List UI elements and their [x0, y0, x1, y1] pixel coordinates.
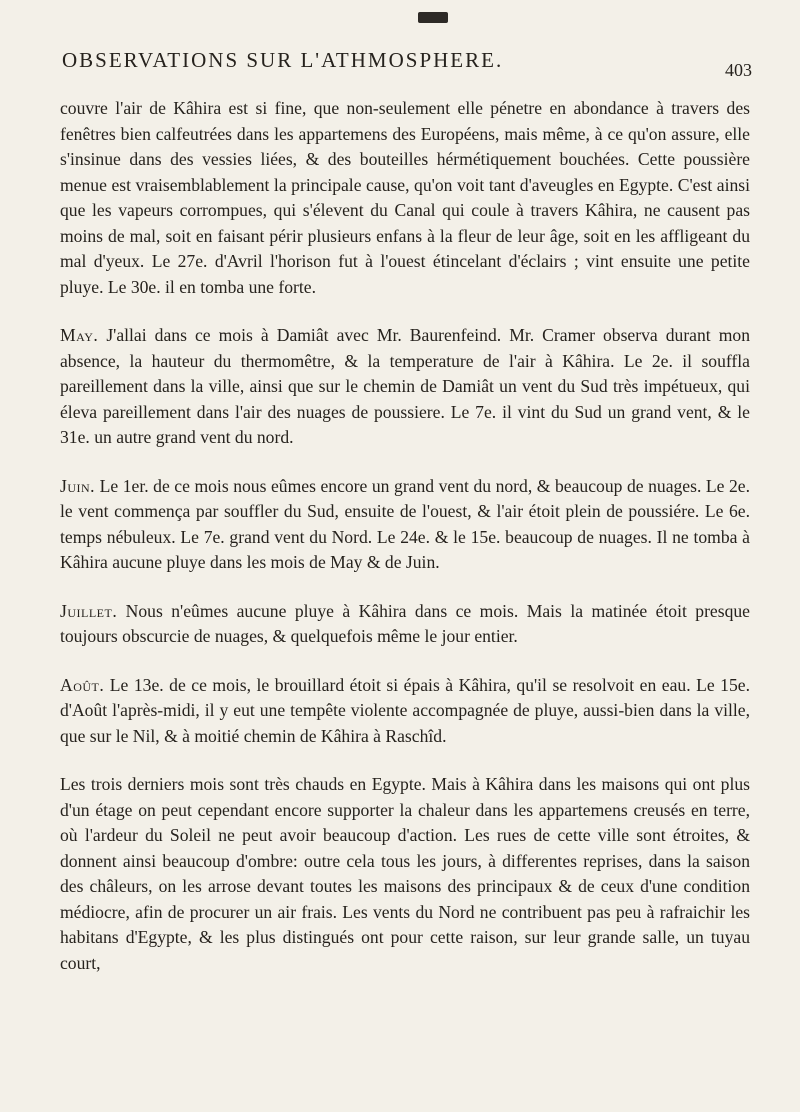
- month-heading-juillet: Juillet.: [60, 600, 118, 621]
- paragraph-may-text: J'allai dans ce mois à Damiât avec Mr. Baurenfeind. Mr. Cramer observa durant mon absence, la hauteur du thermomêtre, & la temperature de l'air à Kâhira. Le 2e. il souffla pareillement dans la ville, ainsi que sur le chemin de Damiât un vent du Sud très impétueux, qui éleva pareillement dans l'air des nuages de poussiere. Le 7e. il vint du Sud un grand vent, & le 31e. un autre grand vent du nord.: [60, 325, 750, 447]
- paragraph-1: [60, 96, 750, 300]
- month-heading-may: May.: [60, 325, 99, 345]
- body-text: [60, 96, 750, 999]
- page-number: 403: [725, 60, 752, 80]
- page-header: [62, 48, 752, 82]
- paragraph-may: [60, 323, 750, 451]
- running-title: OBSERVATIONS SUR L'ATHMOSPHERE.: [62, 48, 504, 72]
- paragraph-last-text: Les trois derniers mois sont très chauds en Egypte. Mais à Kâhira dans les maisons qui ont plus d'un étage on peut cependant encore supporter la chaleur dans les appartemens creusés en terre, où l'ardeur du Soleil ne peut avoir beaucoup d'action. Les rues de cette ville sont étroites, & donnent ainsi beaucoup d'ombre: outre cela tous les jours, à differentes reprises, dans la saison des châleurs, on les arrose devant toutes les maisons des principaux & de ceux d'une condition médiocre, afin de procurer un air frais. Les vents du Nord ne contribuent pas peu à rafraichir les habitans d'Egypte, & les plus distingués ont pour cette raison, sur leur grande salle, un tuyau court,: [60, 774, 750, 973]
- paragraph-juillet-text: Nous n'eûmes aucune pluye à Kâhira dans ce mois. Mais la matinée étoit presque toujours obscurcie de nuages, & quelquefois même le jour entier.: [60, 600, 750, 646]
- paragraph-juin: [60, 474, 750, 576]
- month-heading-aout: Août.: [60, 674, 105, 695]
- paragraph-1-text: couvre l'air de Kâhira est si fine, que non-seulement elle pénetre en abondance à travers des fenêtres bien calfeutrées dans les appartemens des Européens, mais même, à ce qu'on assure, elle s'insinue dans des vessies liées, & des bouteilles hérmétiquement bouchées. Cette poussière menue est vraisemblablement la principale cause, qu'on voit tant d'aveugles en Egypte. C'est ainsi que les vapeurs corrompues, qui s'élevent du Canal qui coule à travers Kâhira, ne causent pas moins de mal, soit en faisant périr plusieurs enfans à la fleur de leur âge, soit en les affligeant du mal d'yeux. Le 27e. d'Avril l'horison fut à l'ouest étincelant d'éclairs ; vint ensuite une petite pluye. Le 30e. il en tomba une forte.: [60, 98, 750, 297]
- month-heading-juin: Juin.: [60, 475, 96, 496]
- paragraph-aout-text: Le 13e. de ce mois, le brouillard étoit si épais à Kâhira, qu'il se resolvoit en eau. Le 15e. d'Août l'après-midi, il y eut une tempête violente accompagnée de pluye, aussi-bien dans la ville, que sur le Nil, & à moitié chemin de Kâhira à Raschîd.: [60, 674, 750, 746]
- paragraph-aout: [60, 673, 750, 750]
- library-stamp: [418, 12, 448, 23]
- paragraph-juillet: [60, 599, 750, 650]
- paragraph-juin-text: Le 1er. de ce mois nous eûmes encore un grand vent du nord, & beaucoup de nuages. Le 2e. le vent commença par souffler du Sud, ensuite de l'ouest, & l'air étoit plein de poussiére. Le 6e. temps nébuleux. Le 7e. grand vent du Nord. Le 24e. & le 15e. beaucoup de nuages. Il ne tomba à Kâhira aucune pluye dans les mois de May & de Juin.: [60, 475, 750, 572]
- paragraph-last: [60, 772, 750, 976]
